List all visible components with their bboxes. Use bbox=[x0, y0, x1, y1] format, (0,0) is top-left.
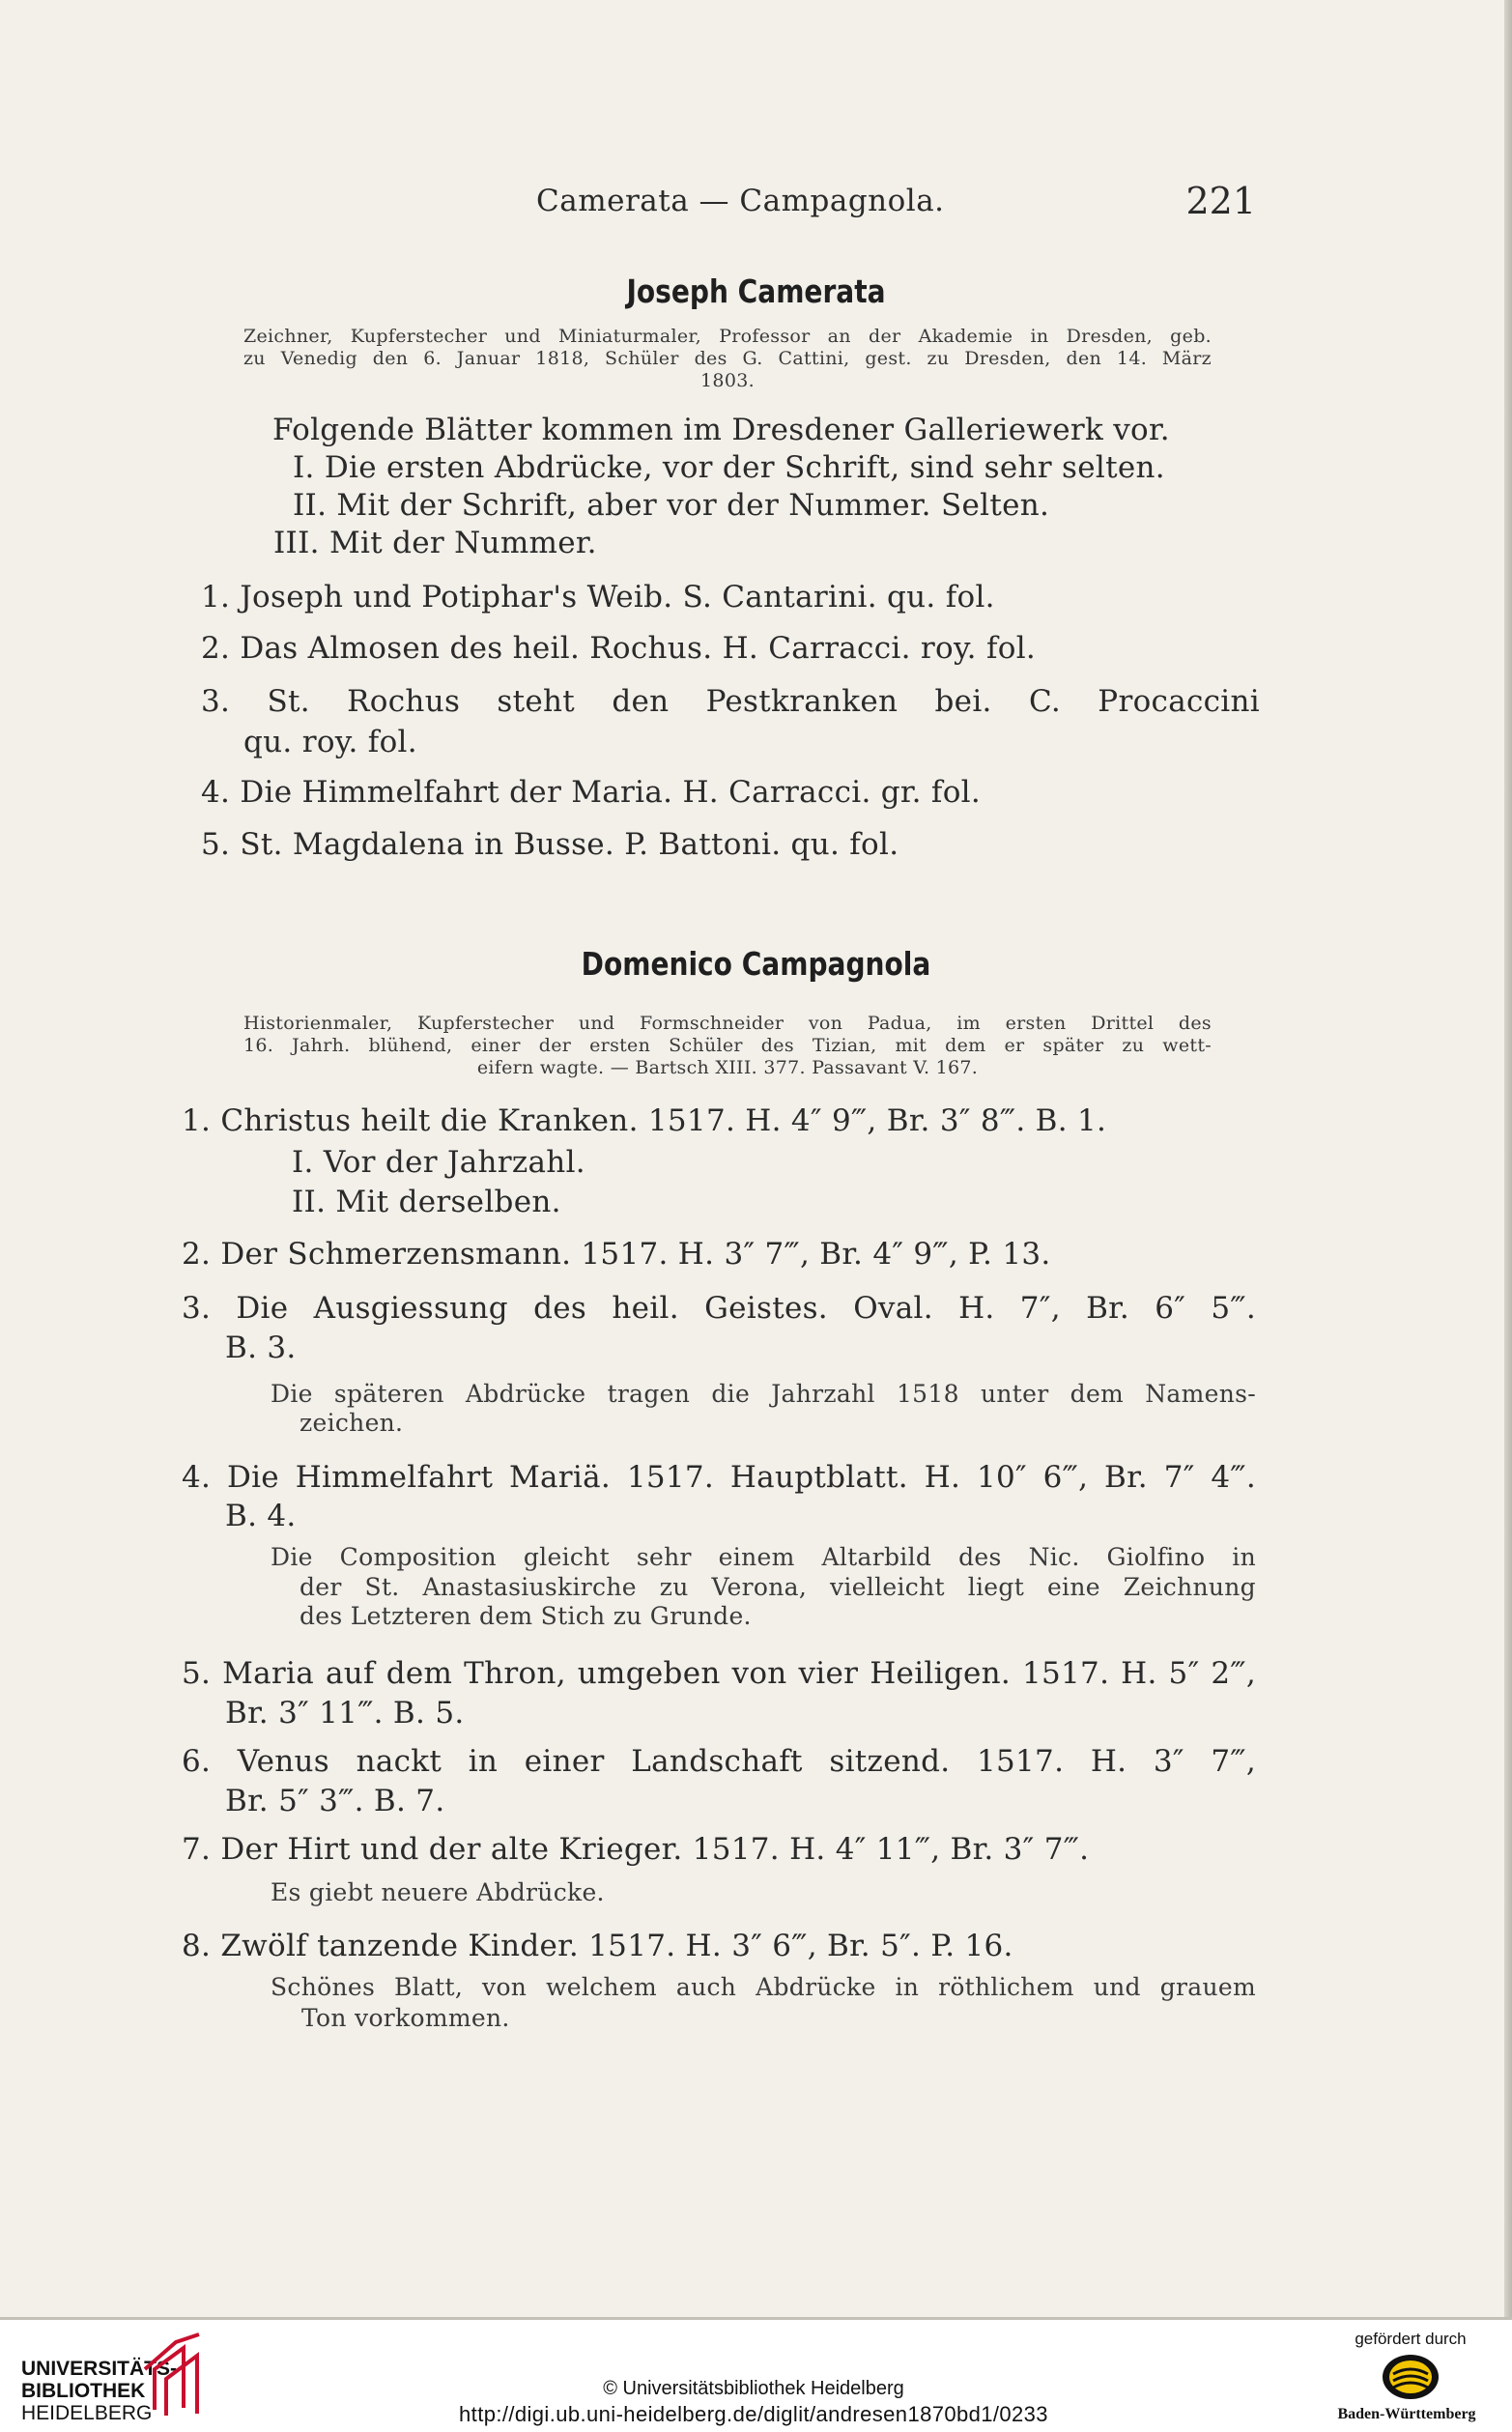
note-line: zeichen. bbox=[300, 1409, 404, 1437]
state-line: I. Vor der Jahrzahl. bbox=[292, 1145, 585, 1180]
entry-line: 3. Die Ausgiessung des heil. Geistes. Oval. H. 7″, Br. 6″ 5‴. bbox=[182, 1291, 1256, 1326]
state-line: I. Die ersten Abdrücke, vor der Schrift, sind sehr selten. bbox=[293, 450, 1165, 485]
sponsor-label: gefördert durch bbox=[1355, 2330, 1467, 2348]
bio-line: eifern wagte. — Bartsch XIII. 377. Passavant V. 167. bbox=[476, 1057, 979, 1078]
page-number: 221 bbox=[1185, 180, 1256, 222]
bio-line: Zeichner, Kupferstecher und Miniaturmaler, Professor an der Akademie in Dresden, geb. bbox=[243, 326, 1212, 347]
library-logo-icon bbox=[141, 2331, 205, 2418]
copyright-text: © Universitätsbibliothek Heidelberg bbox=[603, 2378, 904, 2399]
baden-wuerttemberg-crest-icon bbox=[1380, 2351, 1441, 2403]
entry-line: B. 4. bbox=[225, 1499, 297, 1533]
entry-line: Br. 5″ 3‴. B. 7. bbox=[225, 1784, 445, 1818]
section-heading-camerata: Joseph Camerata bbox=[626, 272, 886, 310]
bio-campagnola bbox=[243, 1013, 1212, 1079]
section-heading-campagnola: Domenico Campagnola bbox=[581, 945, 931, 983]
bio-line: Historienmaler, Kupferstecher und Formschneider von Padua, im ersten Drittel des bbox=[243, 1013, 1212, 1034]
entry-line: 2. Der Schmerzensmann. 1517. H. 3″ 7‴, Br. 4″ 9‴, P. 13. bbox=[182, 1237, 1051, 1272]
entry-line: 7. Der Hirt und der alte Krieger. 1517. H. 4″ 11‴, Br. 3″ 7‴. bbox=[182, 1832, 1090, 1867]
source-url-link[interactable]: http://digi.ub.uni-heidelberg.de/diglit/andresen1870bd1/0233 bbox=[459, 2402, 1048, 2426]
note-line: Die späteren Abdrücke tragen die Jahrzahl 1518 unter dem Namens- bbox=[271, 1380, 1256, 1408]
running-head bbox=[536, 180, 1256, 228]
entry-line: qu. roy. fol. bbox=[243, 725, 417, 759]
page-edge bbox=[1504, 0, 1512, 2319]
entry-line: B. 3. bbox=[225, 1330, 297, 1365]
entry-line: 3. St. Rochus steht den Pestkranken bei. C. Procaccini bbox=[201, 684, 1260, 719]
sponsor-name: Baden-Württemberg bbox=[1337, 2406, 1476, 2422]
state-line: II. Mit derselben. bbox=[292, 1185, 561, 1219]
logo-line: UNIVERSITÄTS- bbox=[21, 2358, 178, 2380]
note-line: Schönes Blatt, von welchem auch Abdrücke in röthlichem und grauem bbox=[271, 1973, 1256, 2001]
bio-camerata bbox=[243, 326, 1212, 392]
entry-line: 4. Die Himmelfahrt der Maria. H. Carracci. gr. fol. bbox=[201, 775, 982, 810]
bio-line: zu Venedig den 6. Januar 1818, Schüler des G. Cattini, gest. zu Dresden, den 14. März bbox=[243, 348, 1212, 369]
note-line: Ton vorkommen. bbox=[301, 2004, 510, 2032]
entry-line: 1. Christus heilt die Kranken. 1517. H. 4″ 9‴, Br. 3″ 8‴. B. 1. bbox=[182, 1103, 1107, 1138]
note-line: Die Composition gleicht sehr einem Altarbild des Nic. Giolfino in bbox=[271, 1543, 1256, 1571]
logo-line: HEIDELBERG bbox=[21, 2402, 153, 2424]
entry-line: Br. 3″ 11‴. B. 5. bbox=[225, 1696, 465, 1731]
entry-line: 6. Venus nackt in einer Landschaft sitzend. 1517. H. 3″ 7‴, bbox=[182, 1744, 1256, 1779]
bio-line: 16. Jahrh. blühend, einer der ersten Schüler des Tizian, mit dem er später zu wett- bbox=[243, 1035, 1212, 1056]
logo-line: BIBLIOTHEK bbox=[21, 2380, 146, 2402]
running-title: Camerata — Campagnola. bbox=[536, 184, 945, 218]
state-line: II. Mit der Schrift, aber vor der Nummer. Selten. bbox=[293, 488, 1050, 523]
note-line: Es giebt neuere Abdrücke. bbox=[271, 1878, 605, 1906]
note-line: der St. Anastasiuskirche zu Verona, vielleicht liegt eine Zeichnung bbox=[300, 1573, 1256, 1601]
state-line: III. Mit der Nummer. bbox=[273, 526, 597, 560]
entry-line: 2. Das Almosen des heil. Rochus. H. Carracci. roy. fol. bbox=[201, 631, 1037, 666]
entry-line: 1. Joseph und Potiphar's Weib. S. Cantarini. qu. fol. bbox=[201, 580, 995, 615]
entry-line: 4. Die Himmelfahrt Mariä. 1517. Hauptblatt. H. 10″ 6‴, Br. 7″ 4‴. bbox=[182, 1460, 1256, 1495]
entry-line: 5. St. Magdalena in Busse. P. Battoni. qu. fol. bbox=[201, 827, 899, 862]
bio-line: 1803. bbox=[700, 370, 755, 391]
intro-text: Folgende Blätter kommen im Dresdener Galleriewerk vor. bbox=[272, 413, 1170, 447]
entry-line: 8. Zwölf tanzende Kinder. 1517. H. 3″ 6‴, Br. 5″. P. 16. bbox=[182, 1929, 1013, 1963]
entry-line: 5. Maria auf dem Thron, umgeben von vier Heiligen. 1517. H. 5″ 2‴, bbox=[182, 1656, 1256, 1691]
note-line: des Letzteren dem Stich zu Grunde. bbox=[300, 1602, 752, 1630]
